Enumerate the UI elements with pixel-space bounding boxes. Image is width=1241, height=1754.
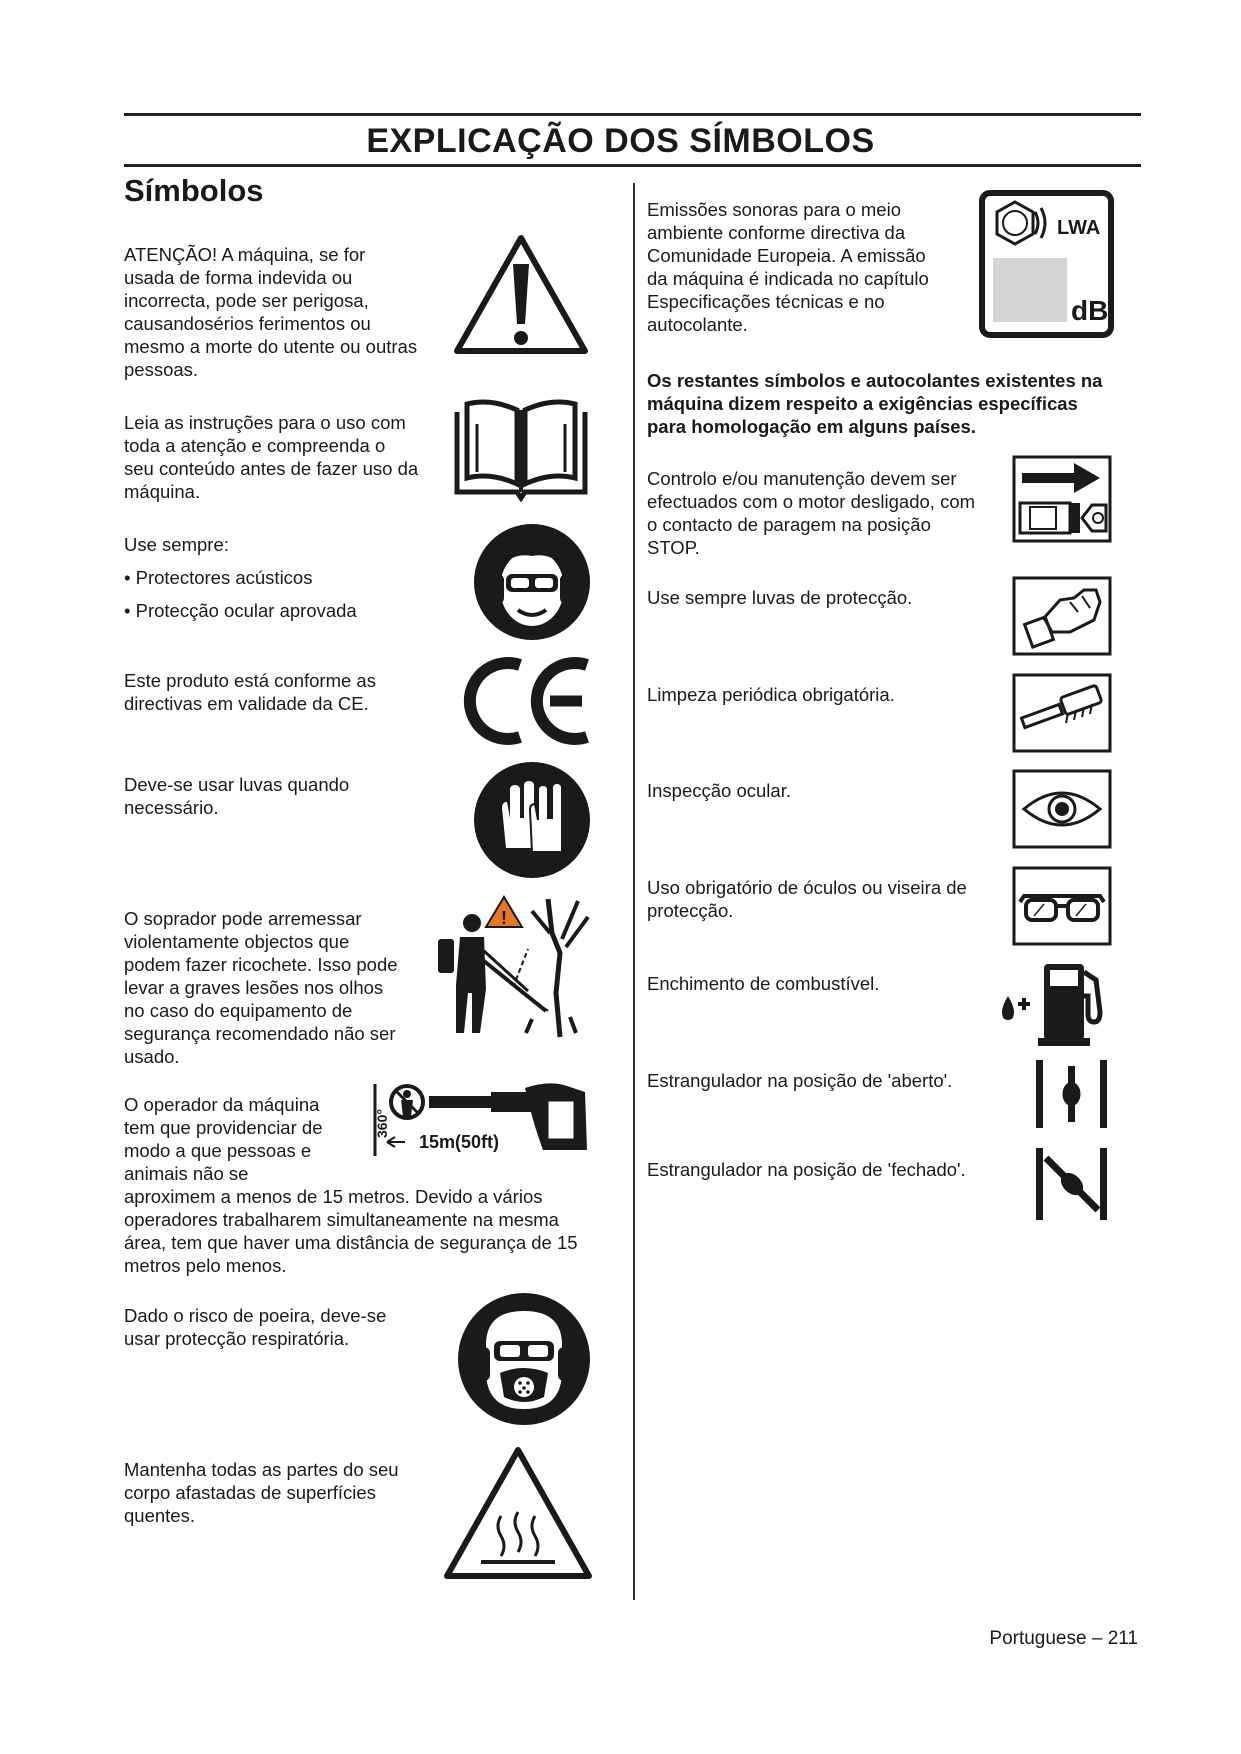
other-symbols-note: Os restantes símbolos e autocolantes existentes na máquina dizem respeito a exigências específicas para homologação em alguns países. [647, 370, 1103, 437]
ricochet-warning-icon [428, 893, 598, 1043]
goggles-text: Uso obrigatório de óculos ou viseira de protecção. [647, 877, 967, 921]
hot-surface-text: Mantenha todas as partes do seu corpo afastadas de superfícies quentes. [124, 1459, 399, 1526]
angle-label: 360° [374, 1109, 390, 1138]
choke-open-text: Estrangulador na posição de 'aberto'. [647, 1070, 953, 1091]
top-rule [124, 113, 1141, 116]
dust-text: Dado o risco de poeira, deve-se usar protecção respiratória. [124, 1305, 387, 1349]
noise-db-label: dB [1071, 295, 1109, 326]
fuel-text: Enchimento de combustível. [647, 973, 880, 994]
warning-triangle-icon [451, 232, 591, 357]
protective-glove-icon [1012, 576, 1112, 656]
distance-text-a: O operador da máquina tem que providenciar de modo a que pessoas e animais não se [124, 1094, 323, 1184]
eye-inspection-icon [1012, 769, 1112, 849]
bullet-ear-protection: • Protectores acústicos [124, 567, 313, 588]
ricochet-text: O soprador pode arremessar violentamente objectos que podem fazer ricochete. Isso pode levar a graves lesões nos olhos no caso do equipamento de segurança recomendado não ser usado. [124, 908, 398, 1067]
inspection-text: Inspecção ocular. [647, 780, 791, 801]
svg-text:!: ! [501, 908, 507, 928]
section-title: Símbolos [124, 173, 264, 208]
ce-mark-icon [462, 655, 595, 747]
choke-closed-icon [1032, 1146, 1112, 1222]
fuel-filling-icon [1000, 960, 1112, 1046]
safety-glasses-icon [1012, 866, 1112, 946]
noise-text: Emissões sonoras para o meio ambiente conforme directiva da Comunidade Europeia. A emissão da máquina é indicada no capítulo Especificações técnicas e no autocolante. [647, 199, 929, 335]
stop-switch-icon [1012, 455, 1112, 543]
stop-text: Controlo e/ou manutenção devem ser efectuados com o motor desligado, com o contacto de paragem na posição STOP. [647, 468, 976, 558]
choke-closed-text: Estrangulador na posição de 'fechado'. [647, 1159, 966, 1180]
hot-surface-icon [441, 1444, 595, 1584]
instruction-manual-icon [451, 398, 591, 502]
ce-text: Este produto está conforme as directivas em validade da CE. [124, 670, 376, 714]
respiratory-protection-icon [456, 1291, 592, 1427]
page-footer: Portuguese – 211 [989, 1628, 1138, 1649]
page-title: EXPLICAÇÃO DOS SÍMBOLOS [366, 122, 875, 160]
distance-text-b: aproximem a menos de 15 metros. Devido a vários operadores trabalharem simultaneamente na mesma área, tem que haver uma distância de segurança de 15 metros pelo menos. [124, 1186, 578, 1276]
safety-distance-icon [365, 1078, 597, 1162]
ear-eye-protection-icon [472, 522, 592, 642]
column-divider [633, 183, 635, 1600]
bullet-eye-protection: • Protecção ocular aprovada [124, 600, 357, 621]
use-always-label: Use sempre: [124, 534, 229, 555]
cleaning-brush-icon [1012, 673, 1112, 753]
cleaning-text: Limpeza periódica obrigatória. [647, 684, 895, 705]
distance-label: 15m(50ft) [419, 1132, 500, 1152]
noise-lwa-label: LWA [1057, 217, 1101, 239]
gloves-text: Use sempre luvas de protecção. [647, 587, 913, 608]
gloves-icon [472, 760, 592, 880]
warning-text: ATENÇÃO! A máquina, se for usada de forma indevida ou incorrecta, pode ser perigosa, causandosérios ferimentos ou mesmo a morte do utente ou outras pessoas. [124, 244, 418, 380]
manual-text: Leia as instruções para o uso com toda a atenção e compreenda o seu conteúdo antes de fazer uso da máquina. [124, 412, 419, 502]
gloves-needed-text: Deve-se usar luvas quando necessário. [124, 774, 350, 818]
title-underline [124, 164, 1141, 167]
choke-open-icon [1032, 1058, 1112, 1130]
noise-emission-icon [979, 190, 1114, 338]
